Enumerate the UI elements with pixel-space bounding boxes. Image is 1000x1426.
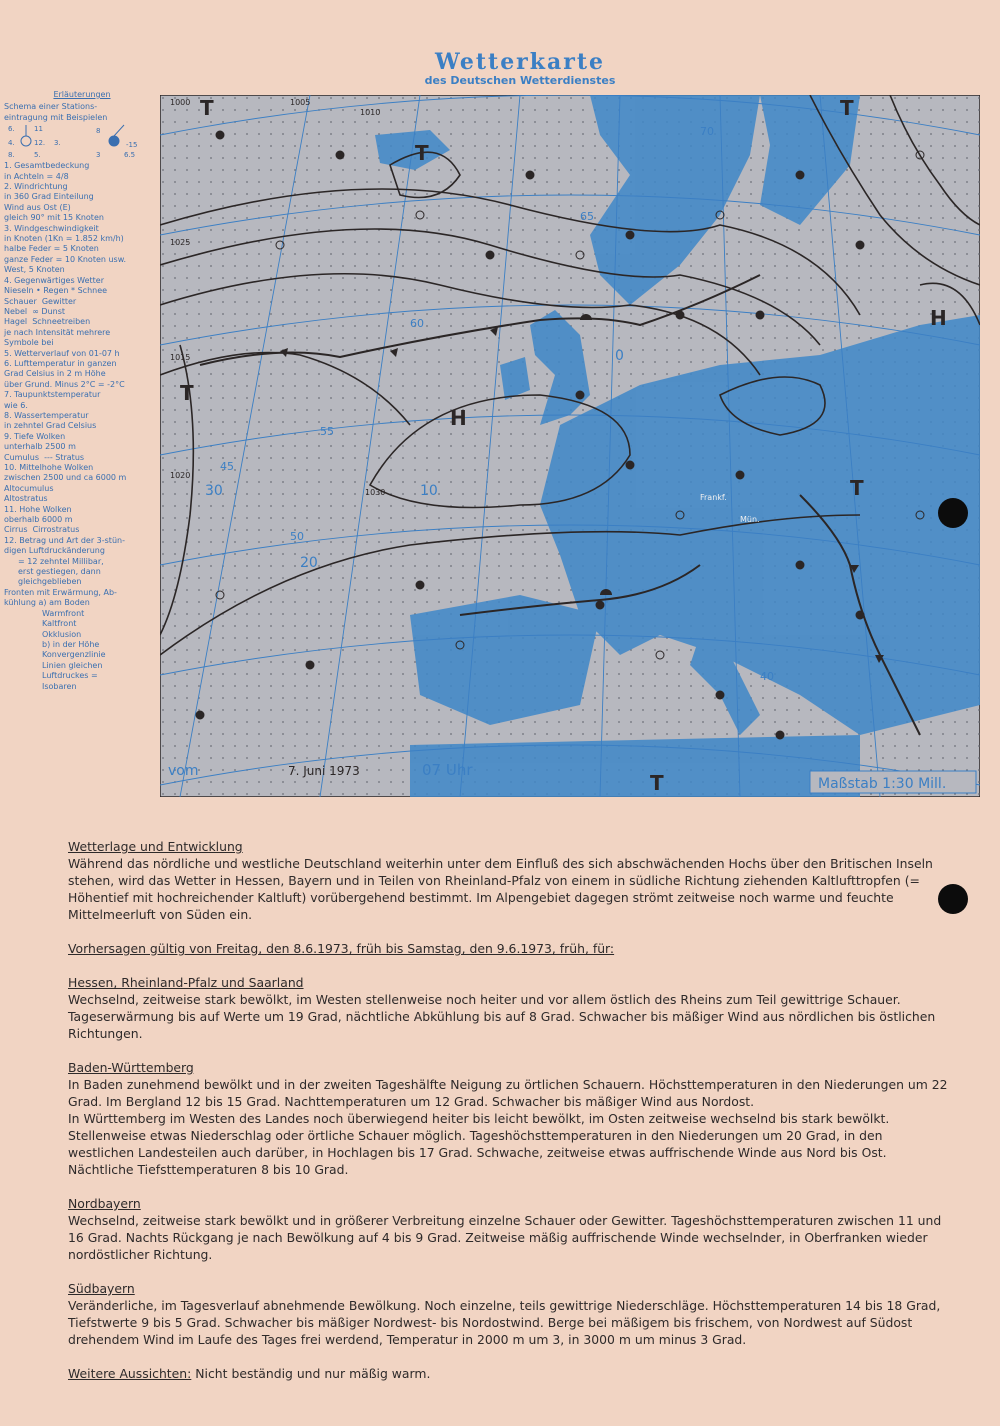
svg-text:5.: 5.: [34, 151, 41, 160]
validity-line: Vorhersagen gültig von Freitag, den 8.6.1973, früh bis Samstag, den 9.6.1973, früh, für:: [68, 941, 615, 956]
station-circle: [576, 391, 584, 399]
legend-item-dew-point: 7. Taupunktstemperatur wie 6.: [4, 390, 101, 410]
station-circle: [306, 661, 314, 669]
legend-item-pressure-change: 12. Betrag und Art der 3-stün- digen Luftdruckänderung: [4, 535, 125, 556]
isobar-label: 1020: [170, 471, 191, 480]
legend-item-wind-direction: 2. Windrichtung in 360 Grad Einteilung Wind aus Ost (E) gleich 90° mit 15 Knoten: [4, 182, 104, 223]
latitude-label: 70: [700, 125, 714, 138]
longitude-label: 10: [420, 483, 438, 499]
svg-text:8: 8: [96, 127, 101, 136]
station-circle: [796, 561, 804, 569]
region-text: In Baden zunehmend bewölkt und in der zweiten Tageshälfte Neigung zu örtlichen Schauern. Höchsttemperaturen in den Niederungen um 22 Grad. Im Bergland 12 bis 15 Grad. Nachttemperaturen um 12 Grad. Schwacher bis mäßiger Wind aus Nordost.: [68, 1077, 948, 1109]
isobar-label: 1015: [170, 353, 191, 362]
low-pressure-label: T: [180, 381, 194, 405]
station-circle: [756, 311, 764, 319]
map-scale: Maßstab 1:30 Mill.: [818, 776, 947, 792]
legend-item-water-temperature: 8. Wassertemperatur in zehntel Grad Celsius: [4, 410, 97, 431]
station-schema-diagram: [4, 123, 160, 161]
low-pressure-label: T: [200, 96, 214, 120]
region-text: Wechselnd, zeitweise stark bewölkt und in größerer Verbreitung einzelne Schauer oder Gewitter. Tageshöchsttemperaturen zwischen 11 und 16 Grad. Nachts Rückgang je nach Bewölkung auf 4 bis 9 Grad. Zeitweise mäßig auffrischende Winde wechselnder, in Oberfranken wieder nordöstlicher Richtung.: [68, 1213, 942, 1262]
situation-text: Während das nördliche und westliche Deutschland weiterhin unter dem Einfluß des sich abschwächenden Hochs über den Britischen Inseln stehen, wird das Wetter in Hessen, Bayern und in Teilen von Rheinland-Pfalz von einem in südliche Richtung ziehenden Kaltlufttropfen (= Höhentief mit hochreichender Kaltluft) vorübergehend bestimmt. Im Alpengebiet dagegen strömt zeitweise noch warme und feuchte Mittelmeerluft von Süden ein.: [68, 856, 933, 922]
legend-item-cold-front: Kaltfront: [42, 619, 77, 629]
legend-item-low-clouds: 9. Tiefe Wolken unterhalb 2500 m Cumulus --- Stratus: [4, 431, 85, 462]
legend-item-warm-front: Warmfront: [42, 608, 85, 618]
legend: [4, 90, 160, 800]
station-circle: [856, 611, 864, 619]
legend-item-wind-speed: 3. Windgeschwindigkeit in Knoten (1Kn = 1.852 km/h) halbe Feder = 5 Knoten ganze Feder = 10 Knoten usw. West, 5 Knoten: [4, 223, 127, 275]
punch-hole: [938, 498, 968, 528]
legend-item-convergence: Konvergenzlinie Linien gleichen Luftdruckes = Isobaren: [42, 650, 106, 691]
latitude-label: 40: [760, 670, 774, 683]
isobar-label: 1010: [360, 108, 381, 117]
isobar-label: 1005: [290, 98, 311, 107]
header: [360, 50, 680, 87]
svg-text:4.: 4.: [8, 139, 15, 148]
map-time: 07 Uhr: [422, 761, 473, 779]
longitude-label: 0: [615, 348, 624, 364]
outlook-label: Weitere Aussichten:: [68, 1366, 192, 1381]
low-pressure-label: T: [415, 141, 429, 165]
region-section: [68, 1059, 948, 1178]
high-pressure-label: H: [930, 306, 947, 330]
latitude-label: 65: [580, 210, 594, 223]
station-circle: [776, 731, 784, 739]
forecast-text: [68, 838, 948, 1382]
situation-heading: Wetterlage und Entwicklung: [68, 839, 243, 854]
svg-text:12.: 12.: [34, 139, 46, 148]
station-circle: [796, 171, 804, 179]
page-subtitle: des Deutschen Wetterdienstes: [424, 74, 616, 87]
outlook: [68, 1365, 948, 1382]
legend-item-present-weather: 4. Gegenwärtiges Wetter Nieseln • Regen * Schnee Schauer Gewitter Nebel ∞ Dunst Hagel Schneetreiben je nach Intensität mehrere Symbole bei: [4, 275, 111, 348]
city-label-muenchen: Mün.: [740, 515, 760, 524]
legend-item-occlusion: Okklusion b) in der Höhe: [42, 629, 100, 649]
svg-text:3: 3: [96, 151, 101, 160]
isobar-label: 1025: [170, 238, 191, 247]
latitude-label: 60: [410, 317, 424, 330]
situation-section: [68, 838, 948, 923]
station-circle: [676, 311, 684, 319]
region-section: [68, 974, 948, 1042]
map-date-prefix: vom: [168, 763, 199, 779]
city-label-frankfurt: Frankf.: [700, 493, 727, 502]
region-heading: Baden-Württemberg: [68, 1060, 194, 1075]
latitude-label: 55: [320, 425, 334, 438]
legend-item-mid-clouds: 10. Mittelhohe Wolken zwischen 2500 und ca 6000 m Altocumulus Altostratus: [4, 463, 127, 504]
station-circle: [216, 131, 224, 139]
legend-item-weather-course: 5. Wetterverlauf von 01-07 h: [4, 348, 120, 358]
station-circle: [526, 171, 534, 179]
station-circle: [336, 151, 344, 159]
station-model-icon: [4, 123, 154, 161]
region-text: Wechselnd, zeitweise stark bewölkt, im Westen stellenweise noch heiter und vor allem östlich des Rheins zum Teil gewittrige Schauer. Tageserwärmung bis auf Werte um 19 Grad, nächtliche Abkühlung bis auf 8 Grad. Schwacher bis mäßiger Wind aus nördlichen bis östlichen Richtungen.: [68, 992, 936, 1041]
region-heading: Hessen, Rheinland-Pfalz und Saarland: [68, 975, 304, 990]
legend-item-high-clouds: 11. Hohe Wolken oberhalb 6000 m Cirrus Cirrostratus: [4, 504, 80, 535]
legend-item-schema: Schema einer Stations- eintragung mit Beispielen: [4, 102, 108, 122]
longitude-label: 30: [205, 483, 223, 499]
legend-item-pressure-example: = 12 zehntel Millibar, erst gestiegen, dann gleichgeblieben: [18, 556, 104, 587]
weather-map-svg: [160, 95, 980, 797]
region-heading: Nordbayern: [68, 1196, 141, 1211]
legend-item-cloud-cover: 1. Gesamtbedeckung in Achteln = 4/8: [4, 161, 90, 181]
legend-item-fronts: Fronten mit Erwärmung, Ab- kühlung a) am Boden: [4, 587, 117, 608]
station-circle: [856, 241, 864, 249]
svg-text:6.5: 6.5: [124, 151, 136, 160]
latitude-label: 45: [220, 460, 234, 473]
isobar-label: 1000: [170, 98, 191, 107]
svg-text:6.: 6.: [8, 125, 15, 134]
station-circle: [716, 691, 724, 699]
region-text: Veränderliche, im Tagesverlauf abnehmende Bewölkung. Noch einzelne, teils gewittrige Niederschläge. Höchsttemperaturen 14 bis 18 Grad, Tiefstwerte 9 bis 5 Grad. Schwacher bis mäßiger Nordwest- bis Nordostwind. Berge bei mäßigem bis frischem, von Nordwest auf Südost drehendem Wind im Laufe des Tages frei werdend, Temperatur in 2000 m um 3, in 3000 m um minus 3 Grad.: [68, 1298, 941, 1347]
legend-title: Erläuterungen: [53, 90, 111, 99]
station-circle: [626, 461, 634, 469]
page-title: Wetterkarte: [434, 49, 606, 75]
station-circle: [196, 711, 204, 719]
svg-text:3.: 3.: [54, 139, 61, 148]
land-north-africa: [410, 735, 860, 797]
longitude-label: 20: [300, 555, 318, 571]
region-section: [68, 1280, 948, 1348]
low-pressure-label: T: [850, 476, 864, 500]
station-circle: [626, 231, 634, 239]
low-pressure-label: T: [650, 771, 664, 795]
isobar-label: 1030: [365, 488, 386, 497]
svg-text:8.: 8.: [8, 151, 15, 160]
high-pressure-label: H: [450, 406, 467, 430]
station-circle: [486, 251, 494, 259]
station-circle: [416, 581, 424, 589]
weather-map: [160, 95, 980, 797]
svg-text:-15: -15: [126, 141, 138, 150]
svg-text:11: 11: [34, 125, 43, 134]
region-section: [68, 1195, 948, 1263]
station-circle: [596, 601, 604, 609]
latitude-label: 50: [290, 530, 304, 543]
outlook-text: Nicht beständig und nur mäßig warm.: [195, 1366, 431, 1381]
region-text: In Württemberg im Westen des Landes noch überwiegend heiter bis leicht bewölkt, im Osten zeitweise wechselnd bis stark bewölkt. Stellenweise etwas Niederschlag oder örtliche Schauer möglich. Tageshöchsttemperaturen in den Niederungen um 20 Grad, in den westlichen Landesteilen auch darüber, in Hochlagen bis 17 Grad. Schwache, zeitweise etwas auffrischende Winde aus Nord bis Ost. Nächtliche Tiefsttemperaturen 8 bis 10 Grad.: [68, 1111, 890, 1177]
legend-item-air-temperature: 6. Lufttemperatur in ganzen Grad Celsius in 2 m Höhe über Grund. Minus 2°C = -2°C: [4, 358, 125, 389]
station-circle: [736, 471, 744, 479]
region-heading: Südbayern: [68, 1281, 135, 1296]
map-date: 7. Juni 1973: [288, 764, 360, 778]
low-pressure-label: T: [840, 96, 854, 120]
